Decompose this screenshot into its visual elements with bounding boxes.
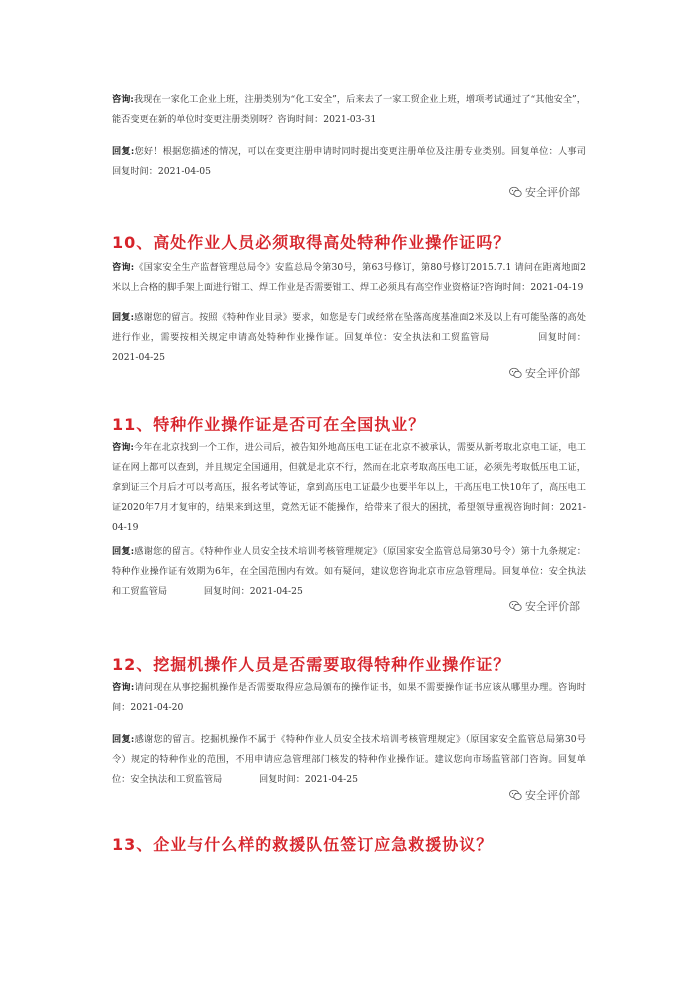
reply-text: 感谢您的留言。挖掘机操作不属于《特种作业人员安全技术培训考核管理规定》（原国家安全监管总局第30号令）规定的特种作业的范围，不用申请应急管理部门核发的特种作业操作证。建议您向市场监管部门咨询。回复单位：安全执法和工贸监管局 回复时间：2021-04-25 — [112, 734, 586, 785]
question-11-heading: 11、特种作业操作证是否可在全国执业？ — [112, 415, 426, 434]
reply-label: 回复: — [112, 734, 135, 745]
question-10-heading: 10、高处作业人员必须取得高处特种作业操作证吗？ — [112, 233, 511, 252]
ask-label: 咨询: — [112, 682, 135, 693]
question-text: 今年在北京找到一个工作，进公司后，被告知外地高压电工证在北京不被承认，需要从新考取北京电工证，电工证在网上都可以查到，并且规定全国通用，但就是北京不行，然而在北京考取高压电工证，必须先考取低压电工证，拿到证三个月后才可以考高压，报名考试等证，拿到高压电工证最少也要半年以上，干高压电工快10年了，高压电工证2020年7月才复审的，结果来到这里，竟然无证不能操作，给带来了很大的困扰，希望领导重视咨询时间：2021-04-19 — [112, 442, 586, 533]
reply-text: 您好！根据您描述的情况，可以在变更注册申请时同时提出变更注册单位及注册专业类别。回复单位：人事司 回复时间：2021-04-05 — [112, 146, 632, 177]
question-10-reply — [112, 308, 586, 368]
question-text: 《国家安全生产监督管理总局令》安监总局令第30号，第63号修订，第80号修订2015.7.1 请问在距离地面2米以上合格的脚手架上面进行钳工、焊工作业是否需要钳工、焊工必须具有高空作业资格证?咨询时间：2021-04-19 — [112, 262, 586, 293]
reply-label: 回复: — [112, 146, 135, 157]
watermark-text: 安全评价部 — [525, 186, 580, 199]
wechat-icon — [509, 600, 522, 612]
watermark-1 — [509, 184, 580, 200]
question-12-ask — [112, 678, 586, 718]
watermark-4 — [509, 787, 580, 803]
intro-question — [112, 90, 586, 130]
question-text: 我现在一家化工企业上班，注册类别为“化工安全”，后来去了一家工贸企业上班，增项考试通过了“其他安全”，能否变更在新的单位时变更注册类别呀？咨询时间：2021-03-31 — [112, 94, 586, 125]
intro-reply — [112, 142, 632, 182]
watermark-text: 安全评价部 — [525, 367, 580, 380]
wechat-icon — [509, 789, 522, 801]
reply-label: 回复: — [112, 546, 135, 557]
ask-label: 咨询: — [112, 442, 134, 453]
question-12-heading: 12、挖掘机操作人员是否需要取得特种作业操作证？ — [112, 655, 511, 674]
watermark-3 — [509, 598, 580, 614]
question-13-heading: 13、企业与什么样的救援队伍签订应急救援协议？ — [112, 835, 494, 854]
question-11-reply — [112, 542, 586, 602]
ask-label: 咨询: — [112, 262, 135, 273]
wechat-icon — [509, 367, 522, 379]
question-text: 请问现在从事挖掘机操作是否需要取得应急局颁布的操作证书，如果不需要操作证书应该从哪里办理。咨询时间：2021-04-20 — [112, 682, 586, 713]
reply-text: 感谢您的留言。按照《特种作业目录》要求，如您是专门或经常在坠落高度基准面2米及以上有可能坠落的高处进行作业，需要按相关规定申请高处特种作业操作证。回复单位：安全执法和工贸监管局 回复时间：2021-04-25 — [112, 312, 586, 363]
question-11-ask — [112, 438, 586, 538]
question-10-ask — [112, 258, 586, 298]
watermark-text: 安全评价部 — [525, 600, 580, 613]
reply-text: 感谢您的留言。《特种作业人员安全技术培训考核管理规定》（原国家安全监管总局第30号令）第十九条规定：特种作业操作证有效期为6年，在全国范围内有效。如有疑问，建议您咨询北京市应急管理局。回复单位：安全执法和工贸监管局 回复时间：2021-04-25 — [112, 546, 586, 597]
watermark-2 — [509, 365, 580, 381]
question-12-reply — [112, 730, 586, 790]
reply-label: 回复: — [112, 312, 134, 323]
ask-label: 咨询: — [112, 94, 134, 105]
watermark-text: 安全评价部 — [525, 789, 580, 802]
wechat-icon — [509, 186, 522, 198]
